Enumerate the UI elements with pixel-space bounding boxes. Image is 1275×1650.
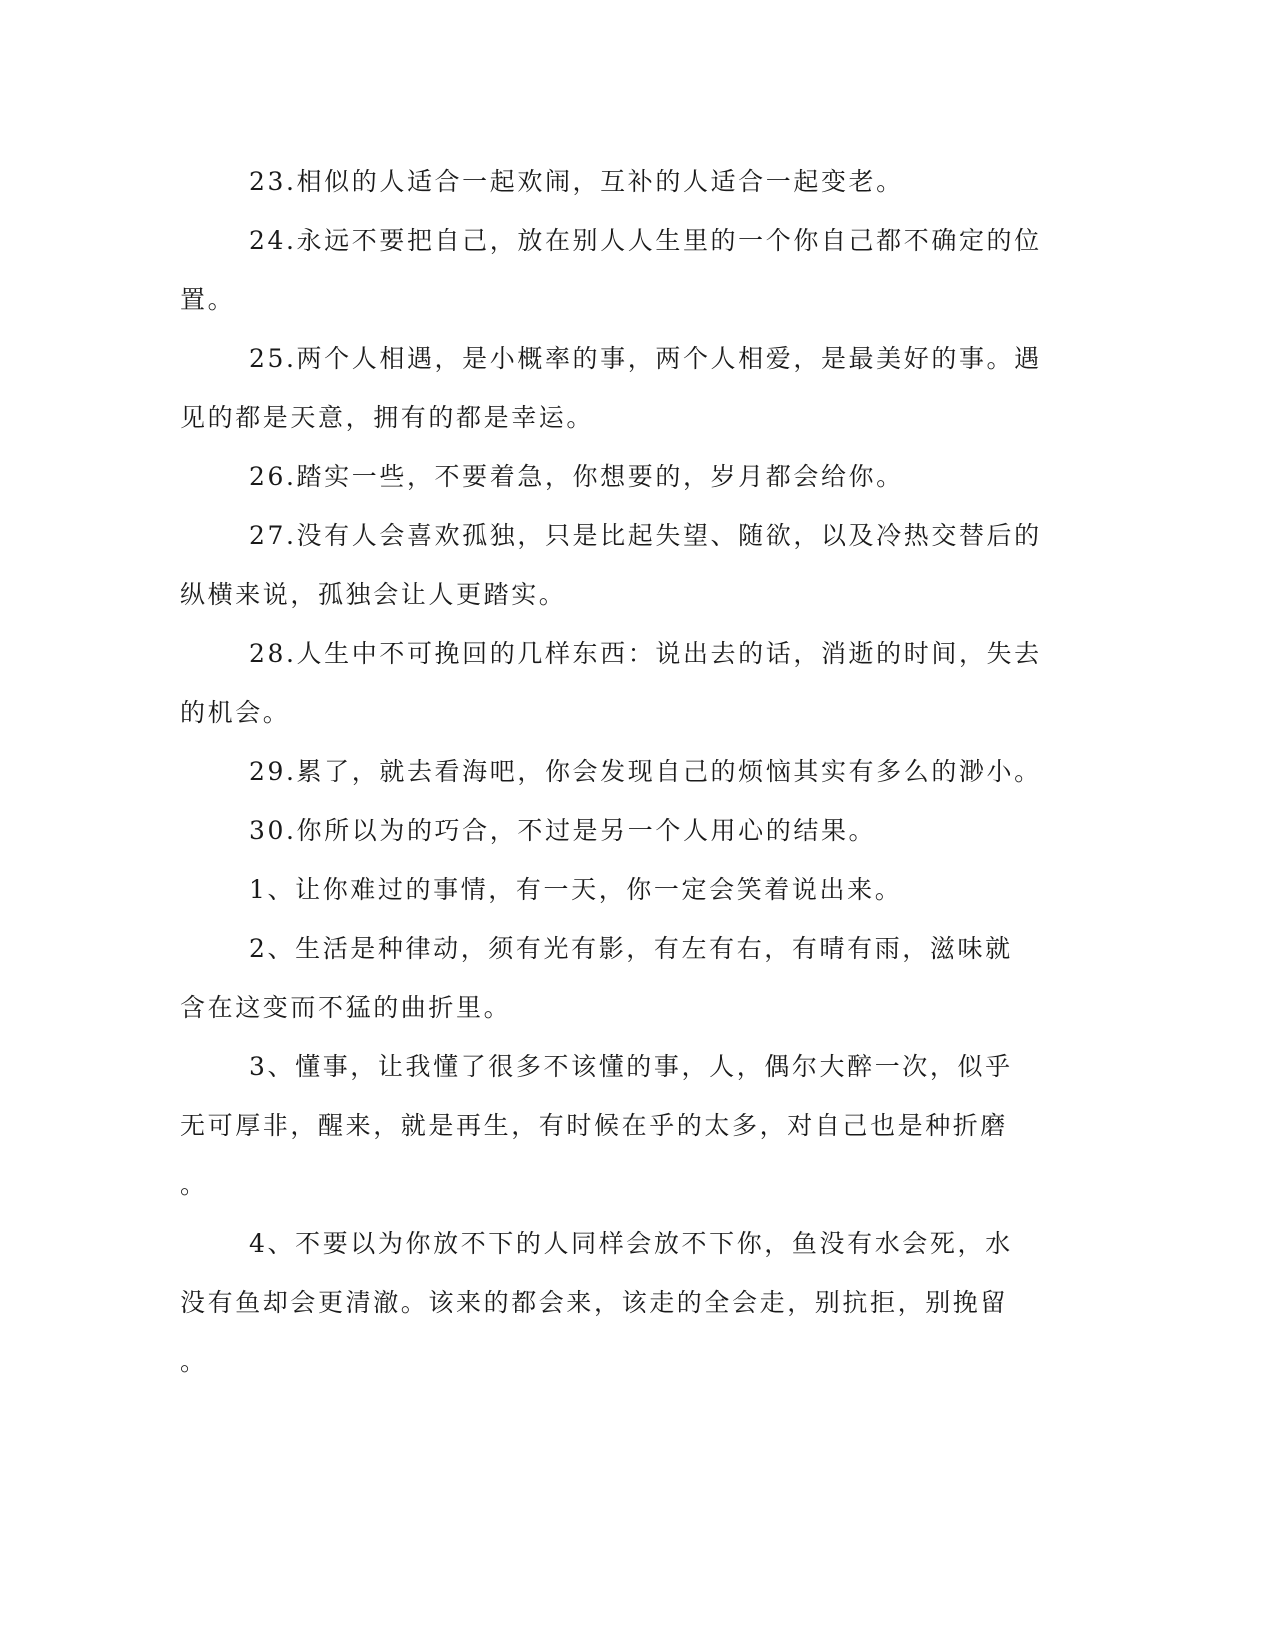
paragraph-2 <box>180 919 1040 1037</box>
paragraph-27 <box>180 506 1040 624</box>
text-line: 27.没有人会喜欢孤独，只是比起失望、随欲，以及冷热交替后的 <box>249 521 1042 550</box>
text-line: 的机会。 <box>180 698 291 727</box>
paragraph-1 <box>180 860 1040 919</box>
text-line: 4、不要以为你放不下的人同样会放不下你，鱼没有水会死，水 <box>249 1229 1013 1258</box>
paragraph-3 <box>180 1037 1040 1214</box>
text-line: 没有鱼却会更清澈。该来的都会来，该走的全会走，别抗拒，别挽留 <box>180 1288 1009 1317</box>
text-line: 28.人生中不可挽回的几样东西：说出去的话，消逝的时间，失去 <box>249 639 1042 668</box>
text-line: 1、让你难过的事情，有一天，你一定会笑着说出来。 <box>249 875 903 904</box>
text-line: 无可厚非，醒来，就是再生，有时候在乎的太多，对自己也是种折磨 <box>180 1111 1009 1140</box>
paragraph-25 <box>180 329 1040 447</box>
text-line: 24.永远不要把自己，放在别人人生里的一个你自己都不确定的位 <box>249 226 1042 255</box>
text-line: 见的都是天意，拥有的都是幸运。 <box>180 403 595 432</box>
text-line: 含在这变而不猛的曲折里。 <box>180 993 512 1022</box>
text-line: 2、生活是种律动，须有光有影，有左有右，有晴有雨，滋味就 <box>249 934 1013 963</box>
paragraph-4 <box>180 1214 1040 1391</box>
text-line: 置。 <box>180 285 236 314</box>
paragraph-23 <box>180 152 1040 211</box>
text-line: 纵横来说，孤独会让人更踏实。 <box>180 580 567 609</box>
text-line: 25.两个人相遇，是小概率的事，两个人相爱，是最美好的事。遇 <box>249 344 1042 373</box>
text-line: 30.你所以为的巧合，不过是另一个人用心的结果。 <box>249 816 877 845</box>
text-line: 23.相似的人适合一起欢闹，互补的人适合一起变老。 <box>249 167 904 196</box>
text-line: 29.累了，就去看海吧，你会发现自己的烦恼其实有多么的渺小。 <box>249 757 1042 786</box>
paragraph-24 <box>180 211 1040 329</box>
paragraph-26 <box>180 447 1040 506</box>
text-line: 。 <box>180 1347 208 1376</box>
text-line: 3、懂事，让我懂了很多不该懂的事，人，偶尔大醉一次，似乎 <box>249 1052 1013 1081</box>
paragraph-28 <box>180 624 1040 742</box>
document-body <box>180 152 1040 1391</box>
text-line: 26.踏实一些，不要着急，你想要的，岁月都会给你。 <box>249 462 904 491</box>
paragraph-29 <box>180 742 1040 801</box>
text-line: 。 <box>180 1170 208 1199</box>
paragraph-30 <box>180 801 1040 860</box>
